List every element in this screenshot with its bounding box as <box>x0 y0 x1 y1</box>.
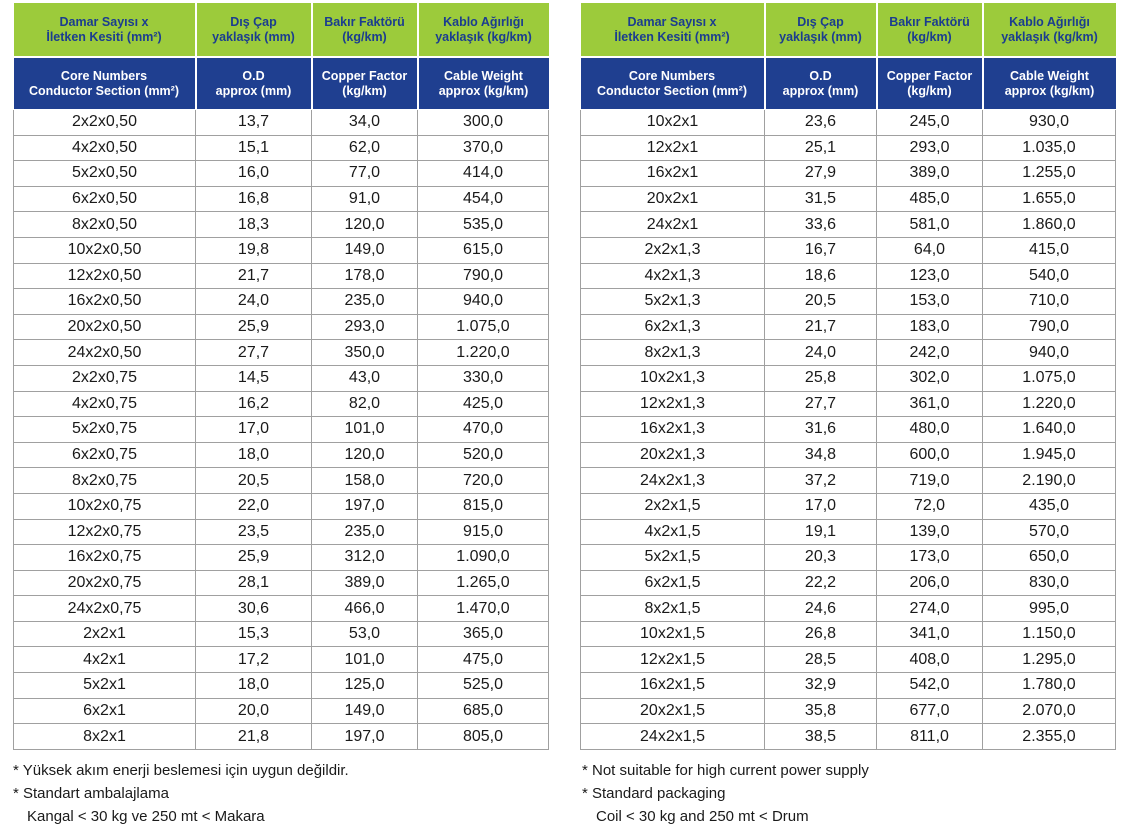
table-row <box>14 545 549 571</box>
table-row <box>581 340 1116 366</box>
header-copper-tr: Bakır Faktörü (kg/km) <box>877 3 983 57</box>
cell-core-section: 20x2x0,75 <box>14 570 196 596</box>
table-row <box>14 365 549 391</box>
cell-cable-weight: 300,0 <box>418 110 549 136</box>
cell-cable-weight: 685,0 <box>418 698 549 724</box>
cell-cable-weight: 1.150,0 <box>983 621 1116 647</box>
table-row <box>14 442 549 468</box>
header-row-english <box>581 57 1116 110</box>
cell-outer-diameter: 18,0 <box>196 442 312 468</box>
cell-outer-diameter: 23,6 <box>765 110 877 136</box>
cell-copper-factor: 197,0 <box>312 724 418 750</box>
cell-copper-factor: 139,0 <box>877 519 983 545</box>
cell-outer-diameter: 37,2 <box>765 468 877 494</box>
cell-cable-weight: 710,0 <box>983 289 1116 315</box>
cell-cable-weight: 815,0 <box>418 493 549 519</box>
table-row <box>581 442 1116 468</box>
cell-copper-factor: 64,0 <box>877 237 983 263</box>
cell-cable-weight: 830,0 <box>983 570 1116 596</box>
cell-outer-diameter: 17,2 <box>196 647 312 673</box>
cell-cable-weight: 570,0 <box>983 519 1116 545</box>
cell-cable-weight: 995,0 <box>983 596 1116 622</box>
cell-cable-weight: 1.035,0 <box>983 135 1116 161</box>
cell-copper-factor: 350,0 <box>312 340 418 366</box>
cell-cable-weight: 805,0 <box>418 724 549 750</box>
cell-cable-weight: 470,0 <box>418 417 549 443</box>
cell-copper-factor: 101,0 <box>312 647 418 673</box>
cell-core-section: 24x2x0,75 <box>14 596 196 622</box>
cell-cable-weight: 1.470,0 <box>418 596 549 622</box>
cell-core-section: 2x2x0,75 <box>14 365 196 391</box>
header-weight-en: Cable Weight approx (kg/km) <box>418 57 549 110</box>
cell-core-section: 8x2x1,5 <box>581 596 765 622</box>
cell-core-section: 5x2x0,50 <box>14 161 196 187</box>
cell-core-section: 20x2x0,50 <box>14 314 196 340</box>
cell-outer-diameter: 22,0 <box>196 493 312 519</box>
cell-copper-factor: 149,0 <box>312 237 418 263</box>
cell-outer-diameter: 21,8 <box>196 724 312 750</box>
cell-core-section: 20x2x1,3 <box>581 442 765 468</box>
cell-copper-factor: 101,0 <box>312 417 418 443</box>
cell-core-section: 10x2x1 <box>581 110 765 136</box>
cell-copper-factor: 43,0 <box>312 365 418 391</box>
header-row-turkish <box>14 3 549 57</box>
cell-copper-factor: 302,0 <box>877 365 983 391</box>
cell-cable-weight: 790,0 <box>983 314 1116 340</box>
cell-cable-weight: 1.655,0 <box>983 186 1116 212</box>
cell-cable-weight: 454,0 <box>418 186 549 212</box>
header-weight-en: Cable Weight approx (kg/km) <box>983 57 1116 110</box>
table-body-right <box>581 110 1116 750</box>
header-copper-tr: Bakır Faktörü (kg/km) <box>312 3 418 57</box>
cell-copper-factor: 123,0 <box>877 263 983 289</box>
cell-outer-diameter: 20,5 <box>765 289 877 315</box>
cell-cable-weight: 1.265,0 <box>418 570 549 596</box>
cell-outer-diameter: 31,5 <box>765 186 877 212</box>
table-row <box>14 212 549 238</box>
cell-core-section: 12x2x1,5 <box>581 647 765 673</box>
table-row <box>14 647 549 673</box>
cell-copper-factor: 480,0 <box>877 417 983 443</box>
cell-cable-weight: 415,0 <box>983 237 1116 263</box>
cell-copper-factor: 581,0 <box>877 212 983 238</box>
cell-cable-weight: 370,0 <box>418 135 549 161</box>
cell-copper-factor: 62,0 <box>312 135 418 161</box>
cell-outer-diameter: 18,3 <box>196 212 312 238</box>
cell-outer-diameter: 35,8 <box>765 698 877 724</box>
table-row <box>581 212 1116 238</box>
table-row <box>581 135 1116 161</box>
cell-cable-weight: 475,0 <box>418 647 549 673</box>
cell-core-section: 10x2x1,3 <box>581 365 765 391</box>
table-row <box>14 417 549 443</box>
cell-outer-diameter: 21,7 <box>196 263 312 289</box>
cell-outer-diameter: 17,0 <box>196 417 312 443</box>
cell-cable-weight: 930,0 <box>983 110 1116 136</box>
cell-copper-factor: 82,0 <box>312 391 418 417</box>
cell-outer-diameter: 38,5 <box>765 724 877 750</box>
cell-outer-diameter: 18,6 <box>765 263 877 289</box>
cell-cable-weight: 940,0 <box>983 340 1116 366</box>
cell-core-section: 20x2x1,5 <box>581 698 765 724</box>
table-row <box>14 468 549 494</box>
cell-copper-factor: 173,0 <box>877 545 983 571</box>
cell-cable-weight: 414,0 <box>418 161 549 187</box>
cell-core-section: 2x2x1,3 <box>581 237 765 263</box>
cell-copper-factor: 120,0 <box>312 442 418 468</box>
table-row <box>581 545 1116 571</box>
note-line: Coil < 30 kg and 250 mt < Drum <box>596 808 809 825</box>
table-row <box>581 570 1116 596</box>
table-row <box>14 340 549 366</box>
cell-outer-diameter: 27,7 <box>765 391 877 417</box>
cell-outer-diameter: 24,0 <box>765 340 877 366</box>
table-row <box>14 724 549 750</box>
header-row-english <box>14 57 549 110</box>
cell-core-section: 8x2x1 <box>14 724 196 750</box>
cell-core-section: 5x2x1,3 <box>581 289 765 315</box>
header-od-tr: Dış Çap yaklaşık (mm) <box>196 3 312 57</box>
cell-core-section: 2x2x0,50 <box>14 110 196 136</box>
header-core-en: Core Numbers Conductor Section (mm²) <box>14 57 196 110</box>
cell-outer-diameter: 20,0 <box>196 698 312 724</box>
cell-copper-factor: 34,0 <box>312 110 418 136</box>
notes-turkish <box>13 759 349 828</box>
cell-copper-factor: 53,0 <box>312 621 418 647</box>
cell-outer-diameter: 31,6 <box>765 417 877 443</box>
cell-copper-factor: 408,0 <box>877 647 983 673</box>
table-row <box>581 417 1116 443</box>
cell-cable-weight: 1.075,0 <box>418 314 549 340</box>
cell-core-section: 10x2x1,5 <box>581 621 765 647</box>
cell-outer-diameter: 19,1 <box>765 519 877 545</box>
cell-outer-diameter: 18,0 <box>196 673 312 699</box>
cell-copper-factor: 206,0 <box>877 570 983 596</box>
cell-core-section: 8x2x0,50 <box>14 212 196 238</box>
cell-cable-weight: 1.295,0 <box>983 647 1116 673</box>
cell-outer-diameter: 15,1 <box>196 135 312 161</box>
table-body-left <box>14 110 549 750</box>
cell-copper-factor: 235,0 <box>312 519 418 545</box>
cell-copper-factor: 600,0 <box>877 442 983 468</box>
table-row <box>581 186 1116 212</box>
header-core-tr: Damar Sayısı x İletken Kesiti (mm²) <box>581 3 765 57</box>
cell-outer-diameter: 24,6 <box>765 596 877 622</box>
cell-outer-diameter: 15,3 <box>196 621 312 647</box>
header-weight-tr: Kablo Ağırlığı yaklaşık (kg/km) <box>983 3 1116 57</box>
table-row <box>14 314 549 340</box>
table-row <box>14 698 549 724</box>
header-od-en: O.D approx (mm) <box>196 57 312 110</box>
table-row <box>14 519 549 545</box>
table-row <box>581 647 1116 673</box>
cell-cable-weight: 435,0 <box>983 493 1116 519</box>
cell-copper-factor: 197,0 <box>312 493 418 519</box>
table-row <box>581 698 1116 724</box>
cell-outer-diameter: 20,5 <box>196 468 312 494</box>
cell-outer-diameter: 27,9 <box>765 161 877 187</box>
table-row <box>581 724 1116 750</box>
cell-outer-diameter: 13,7 <box>196 110 312 136</box>
table-row <box>581 519 1116 545</box>
cell-core-section: 4x2x1,5 <box>581 519 765 545</box>
table-row <box>581 365 1116 391</box>
cell-cable-weight: 2.190,0 <box>983 468 1116 494</box>
cell-copper-factor: 72,0 <box>877 493 983 519</box>
cell-copper-factor: 542,0 <box>877 673 983 699</box>
note-line: * Standard packaging <box>582 785 726 802</box>
cell-copper-factor: 120,0 <box>312 212 418 238</box>
cell-outer-diameter: 16,7 <box>765 237 877 263</box>
cell-core-section: 5x2x0,75 <box>14 417 196 443</box>
table-row <box>14 161 549 187</box>
cell-core-section: 6x2x0,50 <box>14 186 196 212</box>
cell-core-section: 16x2x0,50 <box>14 289 196 315</box>
cell-cable-weight: 1.220,0 <box>418 340 549 366</box>
cell-copper-factor: 183,0 <box>877 314 983 340</box>
cell-core-section: 4x2x0,50 <box>14 135 196 161</box>
table-row <box>14 493 549 519</box>
cell-cable-weight: 525,0 <box>418 673 549 699</box>
cell-copper-factor: 361,0 <box>877 391 983 417</box>
cell-cable-weight: 940,0 <box>418 289 549 315</box>
cell-copper-factor: 389,0 <box>877 161 983 187</box>
cell-cable-weight: 330,0 <box>418 365 549 391</box>
table-row <box>14 391 549 417</box>
cell-core-section: 12x2x1,3 <box>581 391 765 417</box>
cell-core-section: 24x2x1,5 <box>581 724 765 750</box>
table-row <box>581 237 1116 263</box>
cell-core-section: 6x2x0,75 <box>14 442 196 468</box>
table-row <box>14 263 549 289</box>
cell-core-section: 16x2x1 <box>581 161 765 187</box>
table-row <box>581 391 1116 417</box>
cell-cable-weight: 650,0 <box>983 545 1116 571</box>
cell-cable-weight: 1.090,0 <box>418 545 549 571</box>
cable-table-right <box>580 3 1116 750</box>
cell-outer-diameter: 25,1 <box>765 135 877 161</box>
table-row <box>581 314 1116 340</box>
cell-cable-weight: 1.860,0 <box>983 212 1116 238</box>
table-row <box>581 468 1116 494</box>
cell-cable-weight: 1.945,0 <box>983 442 1116 468</box>
cell-cable-weight: 520,0 <box>418 442 549 468</box>
cell-cable-weight: 1.780,0 <box>983 673 1116 699</box>
table-row <box>581 289 1116 315</box>
cell-core-section: 10x2x0,75 <box>14 493 196 519</box>
cell-core-section: 8x2x1,3 <box>581 340 765 366</box>
cell-copper-factor: 125,0 <box>312 673 418 699</box>
cell-copper-factor: 153,0 <box>877 289 983 315</box>
cell-outer-diameter: 16,0 <box>196 161 312 187</box>
note-line: * Yüksek akım enerji beslemesi için uygun değildir. <box>13 762 349 779</box>
table-row <box>14 135 549 161</box>
cell-outer-diameter: 32,9 <box>765 673 877 699</box>
cell-copper-factor: 485,0 <box>877 186 983 212</box>
cell-core-section: 16x2x1,3 <box>581 417 765 443</box>
cell-cable-weight: 535,0 <box>418 212 549 238</box>
cell-copper-factor: 158,0 <box>312 468 418 494</box>
cable-table-left <box>13 3 549 750</box>
cell-core-section: 24x2x1 <box>581 212 765 238</box>
header-od-en: O.D approx (mm) <box>765 57 877 110</box>
cell-cable-weight: 1.640,0 <box>983 417 1116 443</box>
cell-copper-factor: 677,0 <box>877 698 983 724</box>
cell-copper-factor: 178,0 <box>312 263 418 289</box>
table-row <box>14 289 549 315</box>
cell-cable-weight: 1.220,0 <box>983 391 1116 417</box>
cell-outer-diameter: 33,6 <box>765 212 877 238</box>
cell-cable-weight: 1.255,0 <box>983 161 1116 187</box>
header-copper-en: Copper Factor (kg/km) <box>877 57 983 110</box>
cell-outer-diameter: 17,0 <box>765 493 877 519</box>
cell-cable-weight: 425,0 <box>418 391 549 417</box>
cell-copper-factor: 149,0 <box>312 698 418 724</box>
cell-outer-diameter: 21,7 <box>765 314 877 340</box>
cell-outer-diameter: 30,6 <box>196 596 312 622</box>
cell-core-section: 8x2x0,75 <box>14 468 196 494</box>
cell-outer-diameter: 19,8 <box>196 237 312 263</box>
table-row <box>14 237 549 263</box>
cell-outer-diameter: 23,5 <box>196 519 312 545</box>
table-row <box>14 110 549 136</box>
cell-cable-weight: 720,0 <box>418 468 549 494</box>
cell-copper-factor: 235,0 <box>312 289 418 315</box>
header-weight-tr: Kablo Ağırlığı yaklaşık (kg/km) <box>418 3 549 57</box>
cell-outer-diameter: 28,1 <box>196 570 312 596</box>
cell-cable-weight: 2.070,0 <box>983 698 1116 724</box>
table-row <box>581 263 1116 289</box>
cell-core-section: 16x2x0,75 <box>14 545 196 571</box>
table-row <box>14 596 549 622</box>
cell-copper-factor: 389,0 <box>312 570 418 596</box>
cell-cable-weight: 1.075,0 <box>983 365 1116 391</box>
cell-core-section: 4x2x1 <box>14 647 196 673</box>
table-row <box>14 186 549 212</box>
cell-cable-weight: 540,0 <box>983 263 1116 289</box>
cell-copper-factor: 811,0 <box>877 724 983 750</box>
cell-outer-diameter: 22,2 <box>765 570 877 596</box>
cell-cable-weight: 2.355,0 <box>983 724 1116 750</box>
table-row <box>14 621 549 647</box>
cell-core-section: 5x2x1 <box>14 673 196 699</box>
cell-outer-diameter: 34,8 <box>765 442 877 468</box>
cell-outer-diameter: 16,2 <box>196 391 312 417</box>
cell-core-section: 4x2x0,75 <box>14 391 196 417</box>
table-row <box>14 570 549 596</box>
cell-core-section: 6x2x1,3 <box>581 314 765 340</box>
notes-english <box>582 759 869 828</box>
cell-cable-weight: 365,0 <box>418 621 549 647</box>
cell-outer-diameter: 27,7 <box>196 340 312 366</box>
note-line: * Standart ambalajlama <box>13 785 169 802</box>
cell-core-section: 5x2x1,5 <box>581 545 765 571</box>
header-copper-en: Copper Factor (kg/km) <box>312 57 418 110</box>
cell-outer-diameter: 28,5 <box>765 647 877 673</box>
cell-outer-diameter: 20,3 <box>765 545 877 571</box>
cell-copper-factor: 719,0 <box>877 468 983 494</box>
table-row <box>581 110 1116 136</box>
cell-core-section: 12x2x0,50 <box>14 263 196 289</box>
cell-copper-factor: 466,0 <box>312 596 418 622</box>
cell-core-section: 24x2x0,50 <box>14 340 196 366</box>
cell-outer-diameter: 16,8 <box>196 186 312 212</box>
cell-core-section: 10x2x0,50 <box>14 237 196 263</box>
table-row <box>14 673 549 699</box>
cell-core-section: 24x2x1,3 <box>581 468 765 494</box>
cell-outer-diameter: 26,8 <box>765 621 877 647</box>
cell-copper-factor: 242,0 <box>877 340 983 366</box>
cell-copper-factor: 312,0 <box>312 545 418 571</box>
table-row <box>581 673 1116 699</box>
cell-outer-diameter: 25,8 <box>765 365 877 391</box>
table-row <box>581 621 1116 647</box>
cell-core-section: 4x2x1,3 <box>581 263 765 289</box>
cell-cable-weight: 915,0 <box>418 519 549 545</box>
cell-core-section: 16x2x1,5 <box>581 673 765 699</box>
cell-core-section: 12x2x0,75 <box>14 519 196 545</box>
cell-core-section: 20x2x1 <box>581 186 765 212</box>
header-core-en: Core Numbers Conductor Section (mm²) <box>581 57 765 110</box>
cell-copper-factor: 293,0 <box>877 135 983 161</box>
cell-copper-factor: 341,0 <box>877 621 983 647</box>
cell-core-section: 6x2x1,5 <box>581 570 765 596</box>
cell-copper-factor: 77,0 <box>312 161 418 187</box>
table-row <box>581 161 1116 187</box>
cell-outer-diameter: 24,0 <box>196 289 312 315</box>
note-line: Kangal < 30 kg ve 250 mt < Makara <box>27 808 265 825</box>
header-row-turkish <box>581 3 1116 57</box>
cell-copper-factor: 245,0 <box>877 110 983 136</box>
table-row <box>581 493 1116 519</box>
cell-copper-factor: 293,0 <box>312 314 418 340</box>
note-line: * Not suitable for high current power supply <box>582 762 869 779</box>
cell-cable-weight: 790,0 <box>418 263 549 289</box>
header-core-tr: Damar Sayısı x İletken Kesiti (mm²) <box>14 3 196 57</box>
table-row <box>581 596 1116 622</box>
cell-outer-diameter: 25,9 <box>196 314 312 340</box>
cell-core-section: 12x2x1 <box>581 135 765 161</box>
cell-outer-diameter: 14,5 <box>196 365 312 391</box>
cell-outer-diameter: 25,9 <box>196 545 312 571</box>
cell-copper-factor: 274,0 <box>877 596 983 622</box>
cell-copper-factor: 91,0 <box>312 186 418 212</box>
cell-cable-weight: 615,0 <box>418 237 549 263</box>
cell-core-section: 2x2x1,5 <box>581 493 765 519</box>
cell-core-section: 6x2x1 <box>14 698 196 724</box>
cell-core-section: 2x2x1 <box>14 621 196 647</box>
header-od-tr: Dış Çap yaklaşık (mm) <box>765 3 877 57</box>
